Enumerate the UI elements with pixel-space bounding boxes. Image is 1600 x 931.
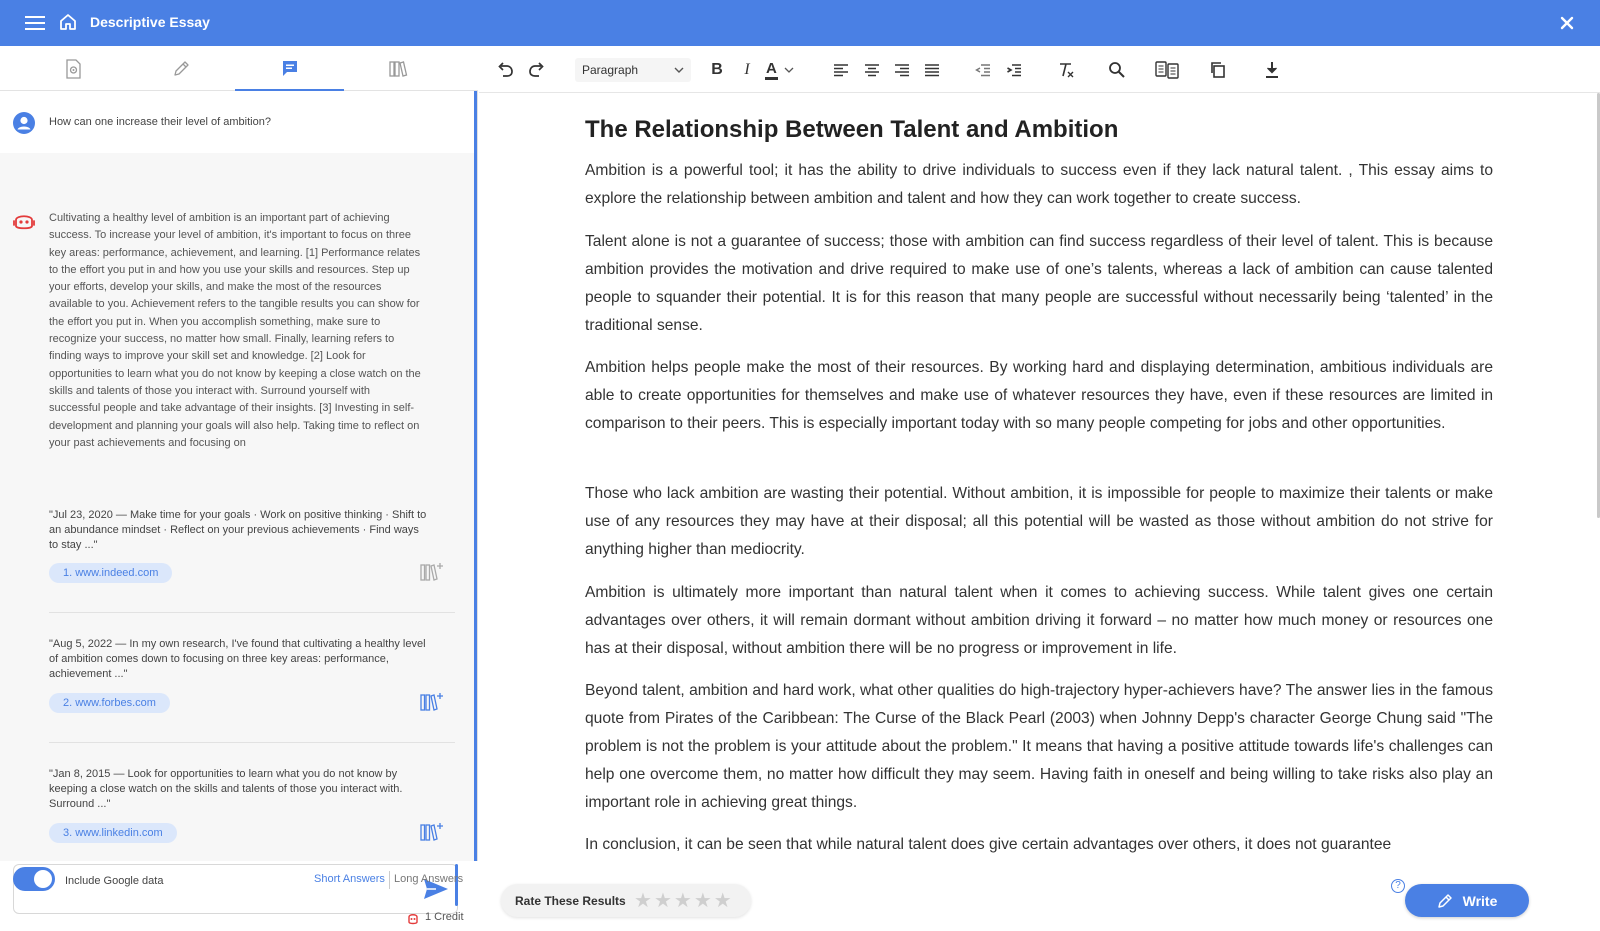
align-justify-icon[interactable]: [920, 58, 944, 82]
paragraph-style-value: Paragraph: [582, 63, 639, 77]
rate-results-widget: [501, 884, 751, 917]
write-label: Write: [1462, 892, 1498, 909]
chat-scroll-area[interactable]: [0, 91, 475, 861]
add-to-library-icon[interactable]: [420, 692, 444, 712]
source-quote-line: of ambition comes down to focusing on three key areas: performance,: [49, 653, 389, 665]
answer-line: opportunities to learn what you do not know by keeping a close watch on the: [49, 367, 421, 380]
answer-line: Cultivating a healthy level of ambition is an important part of achieving: [49, 212, 390, 224]
source-quote-line: keeping a close watch on the skills and talents of those you interact with.: [49, 783, 403, 795]
answer-line: the effort you put in. When you accomplish something, make sure to: [49, 315, 381, 328]
toggle-knob: [34, 870, 52, 888]
source-quote-line: an abundance mindset · Reflect on your previous achievements · Find ways: [49, 524, 419, 536]
source-quote: [49, 767, 454, 812]
chevron-down-icon: [784, 65, 794, 75]
source-card: [49, 637, 459, 709]
compare-documents-icon[interactable]: [1153, 58, 1181, 82]
source-link[interactable]: 3. www.linkedin.com: [49, 823, 177, 843]
add-to-library-icon[interactable]: [420, 562, 444, 582]
pencil-icon: [172, 60, 190, 78]
write-button[interactable]: [1405, 884, 1529, 917]
pen-icon: [1437, 893, 1453, 909]
source-quote-line: "Jan 8, 2015 — Look for opportunities to learn what you do not know by: [49, 768, 398, 780]
tab-settings[interactable]: [18, 46, 127, 91]
source-quote: [49, 637, 454, 682]
outdent-icon[interactable]: [971, 58, 995, 82]
source-quote: [49, 508, 454, 553]
document-paragraph[interactable]: Ambition is ultimately more important than natural talent when it comes to achieving success. While talent gives one certain advantages over others, it will remain dormant without ambition driving it forward – no matter how much money or resources one has at their disposal, without ambition there will be no progress or improvement in life.: [585, 584, 1493, 657]
chat-icon: [280, 58, 300, 78]
answer-line: success. To increase your level of ambition, it's important to focus on three: [49, 229, 412, 242]
app-header: [0, 0, 1600, 46]
document-paragraph[interactable]: Ambition is a powerful tool; it has the ability to drive individuals to success even if they lack natural talent. , This essay aims to explore the relationship between ambition and talent and how they can work together to create success.: [585, 162, 1493, 207]
font-color-glyph: A: [765, 61, 778, 80]
library-icon: [388, 60, 408, 78]
italic-button[interactable]: [735, 58, 759, 82]
long-answers-option[interactable]: Long Answers: [394, 873, 464, 885]
tab-chat[interactable]: [235, 46, 344, 91]
separator: [49, 742, 455, 743]
document-paragraph[interactable]: Talent alone is not a guarantee of success; those with ambition can find success regardless of their level of talent. This is because ambition provides the motivation and drive required to make use of one’s talents, whereas a lack of ambition can cause talented people to squander their potential. It is for this reason that many people are successful without necessarily being ‘talented’ in the traditional sense.: [585, 233, 1493, 334]
divider: [389, 871, 390, 889]
user-question: [0, 91, 475, 153]
source-quote-line: "Jul 23, 2020 — Make time for your goals · Work on positive thinking · Shift to: [49, 509, 427, 521]
indent-icon[interactable]: [1002, 58, 1026, 82]
font-color-button[interactable]: [765, 58, 805, 82]
search-icon[interactable]: [1105, 58, 1129, 82]
answer-line: skills and talents of those you interact with. Surround yourself with: [49, 384, 370, 397]
source-link[interactable]: 2. www.forbes.com: [49, 693, 170, 713]
copy-icon[interactable]: [1206, 58, 1230, 82]
answer-line: key areas: performance, achievement, and learning. [1] Performance relates: [49, 246, 421, 259]
align-right-icon[interactable]: [890, 58, 914, 82]
source-link[interactable]: 1. www.indeed.com: [49, 563, 172, 583]
credit-icon: [406, 912, 420, 926]
star-icon[interactable]: ★: [673, 888, 692, 912]
chevron-down-icon: [673, 64, 685, 76]
source-card: [49, 767, 459, 839]
include-google-toggle[interactable]: [13, 867, 55, 891]
include-google-label: Include Google data: [65, 875, 164, 887]
redo-icon[interactable]: [525, 58, 549, 82]
star-icon[interactable]: ★: [634, 888, 652, 912]
source-quote-line: achievement ...": [49, 668, 128, 680]
panel-tabs: [0, 46, 478, 91]
source-quote-line: "Aug 5, 2022 — In my own research, I've found that cultivating a healthy level: [49, 638, 426, 650]
star-icon[interactable]: ★: [713, 888, 732, 912]
document-paragraph[interactable]: In conclusion, it can be seen that while natural talent does give certain advantages over others, it does not guarantee: [585, 836, 1392, 853]
editor-toolbar: [479, 46, 1600, 93]
close-icon[interactable]: [1556, 12, 1578, 34]
star-icon[interactable]: ★: [653, 888, 672, 912]
help-icon[interactable]: ?: [1391, 879, 1405, 893]
ai-assistant-icon: [13, 213, 35, 231]
question-text: How can one increase their level of ambition?: [49, 116, 271, 128]
assistant-panel: [0, 46, 478, 931]
clear-formatting-icon[interactable]: [1054, 58, 1078, 82]
answer-line: your past achievements and focusing on: [49, 436, 246, 449]
answer-line: to the effort you put in and how you use your skills and resources. Step up: [49, 263, 410, 276]
document-title[interactable]: The Relationship Between Talent and Ambition: [585, 116, 1119, 143]
separator: [49, 612, 455, 613]
rate-label: Rate These Results: [515, 894, 626, 908]
document-editor[interactable]: [479, 93, 1600, 931]
align-center-icon[interactable]: [860, 58, 884, 82]
input-focus-bar: [455, 864, 458, 906]
download-icon[interactable]: [1260, 58, 1284, 82]
italic-glyph: I: [744, 61, 750, 78]
document-paragraph[interactable]: Those who lack ambition are wasting their potential. Without ambition, it is impossible for people to maximize their talents or make use of any resources they may have at their disposal; all this potential will be wasted as those without ambition do not strive for anything higher than mediocrity.: [585, 485, 1493, 558]
align-left-icon[interactable]: [829, 58, 853, 82]
answer-line: recognize your success, no matter how small. Finally, learning refers to: [49, 333, 395, 346]
source-card: [49, 508, 459, 579]
home-icon[interactable]: [57, 11, 79, 33]
app-title: Descriptive Essay: [90, 14, 210, 30]
bold-button[interactable]: [705, 58, 729, 82]
user-avatar-icon: [13, 112, 35, 134]
answer-line: successful people and take advantage of their insights. [3] Investing in self-: [49, 402, 415, 415]
answer-line: finding ways to improve your skill set and knowledge. [2] Look for: [49, 350, 366, 363]
source-quote-line: Surround ...": [49, 798, 111, 810]
undo-icon[interactable]: [493, 58, 517, 82]
chat-scrollbar[interactable]: [474, 91, 477, 861]
answer-line: your efforts, develop your skills, and make the most of the resources: [49, 281, 382, 294]
paragraph-style-select[interactable]: [575, 58, 691, 82]
answer-line: development and planning your goals will also help. Taking time to reflect on: [49, 419, 420, 432]
source-quote-line: to stay ...": [49, 539, 98, 551]
answer-text: [49, 210, 454, 452]
short-answers-option[interactable]: Short Answers: [314, 873, 385, 885]
credit-count: 1 Credit: [425, 911, 464, 923]
bold-glyph: B: [711, 61, 723, 78]
answer-line: available to you. Achievement refers to the tangible results you can show for: [49, 298, 420, 311]
menu-icon[interactable]: [24, 12, 46, 34]
add-to-library-icon[interactable]: [420, 822, 444, 842]
tab-library[interactable]: [343, 46, 452, 91]
tab-write[interactable]: [126, 46, 235, 91]
document-settings-icon: [64, 59, 82, 79]
document-paragraph[interactable]: Beyond talent, ambition and hard work, what other qualities do high-trajectory hyper-achievers have? The answer lies in the famous quote from Pirates of the Caribbean: The Curse of the Black Pearl (2003) when Johnny Depp's character George Chung said "The problem is not the problem is your attitude about the problem." It means that having a positive attitude towards life's challenges can help one overcome them, no matter how difficult they may seem. Having faith in oneself and being willing to take risks also play an important role in achieving great things.: [585, 682, 1493, 811]
chat-input[interactable]: [13, 864, 458, 914]
star-icon[interactable]: ★: [693, 888, 712, 912]
star-rating: [634, 889, 732, 911]
document-paragraph[interactable]: Ambition helps people make the most of their resources. By working hard and displaying determination, ambitious individuals are able to create opportunities for themselves and make use of whatever resources they have, even if these resources are limited in comparison to their peers. This is especially important today with so many people competing for jobs and other opportunities.: [585, 359, 1493, 432]
